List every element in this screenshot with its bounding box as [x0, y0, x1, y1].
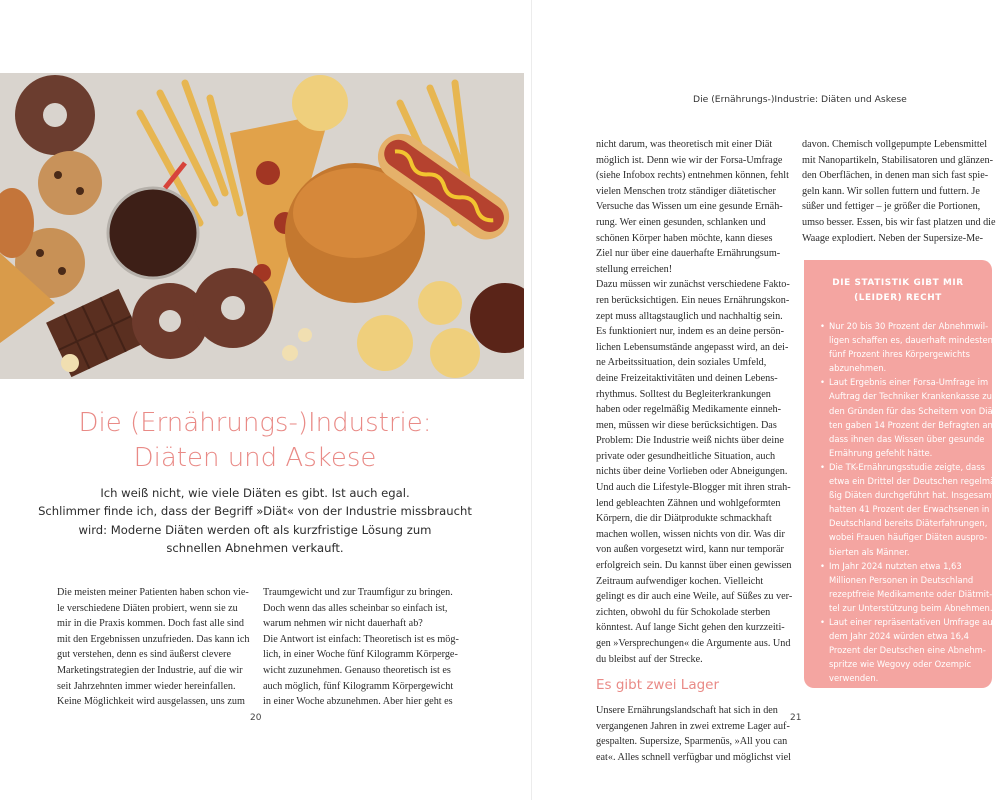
body-column-left-2	[263, 585, 459, 710]
infobox-item	[820, 559, 992, 615]
text-line: wicht zuzunehmen. Genauso theoretisch ist es	[263, 664, 451, 676]
statistics-infobox	[804, 260, 999, 688]
infobox-line: Millionen Personen in Deutschland	[829, 574, 974, 585]
book-gutter	[531, 0, 532, 800]
chapter-title-line: Die (Ernährungs-)Industrie:	[78, 408, 432, 438]
text-line: geln kann. Wir sollen futtern und futtern. Je	[802, 185, 980, 197]
text-line: gen »Versprechungen« die Argumente aus. Und	[596, 638, 791, 649]
text-line: ne Arbeitssituation, dein soziales Umfeld,	[596, 357, 767, 369]
infobox-item	[820, 375, 996, 460]
text-line: mir in die Praxis kommen. Doch fast alle sind	[57, 618, 245, 630]
text-line: mit den Ergebnissen unzufrieden. Das kann ich	[57, 633, 250, 645]
text-line: eat«. Alles schnell verfügbar und möglichst viel	[596, 751, 791, 763]
infobox-line: ligen schaffen es, dauerhaft mindestens	[829, 335, 998, 346]
text-line: von außen vorgesetzt wird, kann nur temporär	[596, 544, 784, 556]
text-line: nichts über deine Vorlieben oder Abneigungen.	[596, 466, 788, 478]
text-line: (siehe Infobox rechts) entnehmen können, fehlt	[596, 170, 789, 182]
junk-food-photo	[0, 73, 524, 379]
infobox-line: • Laut Ergebnis einer Forsa-Umfrage im	[829, 377, 989, 388]
text-line: deine Freizeitaktivitäten und deinen Lebens-	[596, 372, 778, 384]
infobox-line: wobei Frauen häufiger Diäten auspro-	[829, 532, 988, 543]
page-number-left: 20	[250, 713, 262, 723]
infobox-line: • Die TK-Ernährungsstudie zeigte, dass	[829, 461, 985, 472]
infobox-line: dass ihnen das Wissen über gesunde	[829, 433, 985, 444]
body-column-right-2	[802, 137, 996, 246]
lead-line: Schlimmer finde ich, dass der Begriff »Diät« von der Industrie missbraucht	[38, 504, 472, 519]
lead-line: Ich weiß nicht, wie viele Diäten es gibt. Ist auch egal.	[100, 486, 410, 500]
text-line: auch möglich, fünf Kilogramm Körpergewicht	[263, 680, 454, 692]
text-line: du bleibst auf der Strecke.	[596, 653, 703, 665]
lead-paragraph	[20, 484, 490, 558]
text-line: rung. Wer einen gesunden, schlanken und	[596, 216, 766, 228]
infobox-line: bierten als Männer.	[829, 546, 910, 557]
text-line: Problem: Die Industrie weiß nichts über deine	[596, 435, 784, 447]
text-line: erfolgreich sein. Du kannst über einen gewissen	[596, 560, 792, 572]
text-line: den Oberflächen, in denen man sich fast spie-	[802, 170, 989, 182]
text-line: Keine Möglichkeit wird ausgelassen, uns zum	[57, 696, 245, 708]
text-line: Traumgewicht und zur Traumfigur zu bringen.	[263, 587, 453, 598]
text-line: möglich ist. Denn wie wir der Forsa-Umfrage	[596, 154, 783, 166]
text-line: schönen Körper haben möchte, kann dieses	[596, 232, 773, 244]
text-line: Dazu müssen wir zunächst verschiedene Fakto-	[596, 279, 790, 291]
text-line: Die meisten meiner Patienten haben schon vie-	[57, 587, 249, 598]
infobox-line: abzunehmen.	[829, 363, 887, 374]
running-head: Die (Ernährungs-)Industrie: Diäten und Askese	[693, 94, 907, 105]
text-line: ren berücksichtigen. Ein neues Ernährungskon-	[596, 294, 790, 306]
text-line: rhythmus. Solltest du Begleiterkrankungen	[596, 388, 771, 400]
text-line: men, müssen wir diese berücksichtigen. Das	[596, 419, 777, 431]
infobox-line: • Im Jahr 2024 nutzten etwa 1,63	[829, 560, 962, 571]
infobox-title-line: (LEIDER) RECHT	[854, 292, 942, 303]
text-line: nicht darum, was theoretisch mit einer Diät	[596, 139, 773, 150]
text-line: haben oder regelmäßig Medikamente einneh-	[596, 404, 781, 416]
text-line: Ziel nur über eine dauerhafte Ernährungsum-	[596, 248, 781, 260]
text-line: Die Antwort ist einfach: Theoretisch ist es mög-	[263, 633, 459, 645]
text-line: süßer und fettiger – je größer die Portionen,	[802, 201, 981, 213]
infobox-line: spritze wie Wegovy oder Ozempic	[829, 659, 972, 670]
section-subheading: Es gibt zwei Lager	[596, 677, 720, 694]
text-line: vergangenen Jahren in zwei extreme Lager auf-	[596, 720, 790, 732]
infobox-line: verwenden.	[829, 673, 879, 684]
infobox-line: ßig Diäten durchgeführt hat. Insgesamt	[829, 490, 995, 501]
infobox-line: Ernährung gefehlt hätte.	[829, 447, 933, 458]
page-number-right: 21	[790, 713, 802, 723]
text-line: Waage explodiert. Neben der Supersize-Me-	[802, 232, 984, 244]
infobox-list	[804, 319, 999, 685]
infobox-line: tel zur Unterstützung beim Abnehmen.	[829, 602, 993, 613]
text-line: warum nehmen wir nicht dauerhaft ab?	[263, 618, 423, 630]
text-line: Marketingstrategien der Industrie, auf die wir	[57, 664, 243, 676]
text-line: könntest. Auf lange Sicht gehen den kurzzeiti-	[596, 622, 785, 634]
text-line: Doch wenn das alles scheinbar so einfach ist,	[263, 602, 448, 614]
text-line: vielen Menschen trotz ständiger diätetischer	[596, 185, 776, 197]
text-line: Versuche das Wissen um eine gesunde Ernäh-	[596, 201, 783, 213]
text-line: private oder gesundheitliche Situation, auch	[596, 450, 776, 462]
text-line: gelingt es dir auch eine Weile, auf Süßes zu ver-	[596, 591, 793, 603]
infobox-line: rezeptfreie Medikamente oder Diätmit-	[829, 588, 993, 599]
junk-food-illustration	[0, 73, 524, 379]
infobox-item	[820, 615, 998, 685]
text-line: Und auch die Lifestyle-Blogger mit ihren strah-	[596, 482, 791, 494]
infobox-line: ten gaben 14 Prozent der Befragten an,	[829, 419, 996, 430]
infobox-line: hatten 41 Prozent der Erwachsenen in	[829, 504, 990, 515]
text-line: lend gebleachten Zähnen und wohlgeformten	[596, 497, 781, 509]
text-line: in einer Woche abzunehmen. Aber hier geht es	[263, 696, 453, 708]
infobox-line: Prozent der Deutschen eine Abnehm-	[829, 645, 986, 656]
lead-line: wird: Moderne Diäten werden oft als kurzfristige Lösung zum	[78, 522, 432, 537]
chapter-title	[0, 406, 510, 476]
text-line: seit Jahrzehnten immer wieder hereinfallen.	[57, 680, 236, 692]
infobox-line: etwa ein Drittel der Deutschen regelmä-	[829, 476, 999, 487]
infobox-line: fünf Prozent ihres Körpergewichts	[829, 349, 970, 360]
text-line: davon. Chemisch vollgepumpte Lebensmittel	[802, 139, 988, 150]
infobox-line: dem Jahr 2024 würden etwa 16,4	[829, 631, 969, 642]
body-column-right-1	[596, 137, 792, 766]
text-line: Es funktioniert nur, indem es an deine persön-	[596, 326, 785, 338]
lead-line: schnellen Abnehmen verkauft.	[166, 541, 344, 556]
text-line: lichen Lebensumstände angepasst wird, an dei-	[596, 341, 789, 353]
infobox-item	[820, 460, 999, 559]
infobox-line: • Nur 20 bis 30 Prozent der Abnehmwil-	[829, 321, 989, 331]
text-line: lich, in einer Woche fünf Kilogramm Körperge-	[263, 649, 458, 661]
body-column-left-1	[57, 585, 249, 710]
text-line: Unsere Ernährungslandschaft hat sich in den	[596, 705, 778, 717]
text-line: machen wollen, wissen nichts von dir. Was dir	[596, 528, 785, 540]
text-line: gut verstehen, denn es sind äußerst clevere	[57, 649, 231, 661]
text-line: Zeitraum aufwendiger kochen. Vielleicht	[596, 575, 764, 587]
text-line: zichten, obwohl du für Schokolade sterben	[596, 606, 771, 618]
text-line: gespalten. Supersize, Sparmenüs, »All you can	[596, 736, 788, 748]
text-line: le verschiedene Diäten probiert, wenn sie zu	[57, 602, 238, 614]
text-line: Körpern, die dir Diätprodukte schmackhaft	[596, 513, 772, 525]
infobox-line: den Gründen für das Scheitern von Diä-	[829, 405, 996, 416]
infobox-item	[820, 319, 998, 375]
text-line: mit Nanopartikeln, Stabilisatoren und glänzen-	[802, 154, 993, 166]
infobox-line: Deutschland bereits Diäterfahrungen,	[829, 518, 988, 529]
text-line: umso besser. Essen, bis wir fast platzen und die	[802, 216, 996, 228]
infobox-title-line: DIE STATISTIK GIBT MIR	[832, 278, 964, 288]
infobox-title	[804, 260, 992, 305]
infobox-line: Auftrag der Techniker Krankenkasse zu	[829, 391, 992, 402]
text-line: stellung erreichen!	[596, 263, 673, 275]
text-line: zept muss alltagstauglich und nachhaltig sein.	[596, 310, 783, 322]
chapter-title-line: Diäten und Askese	[133, 443, 377, 473]
infobox-line: • Laut einer repräsentativen Umfrage aus	[829, 616, 998, 627]
